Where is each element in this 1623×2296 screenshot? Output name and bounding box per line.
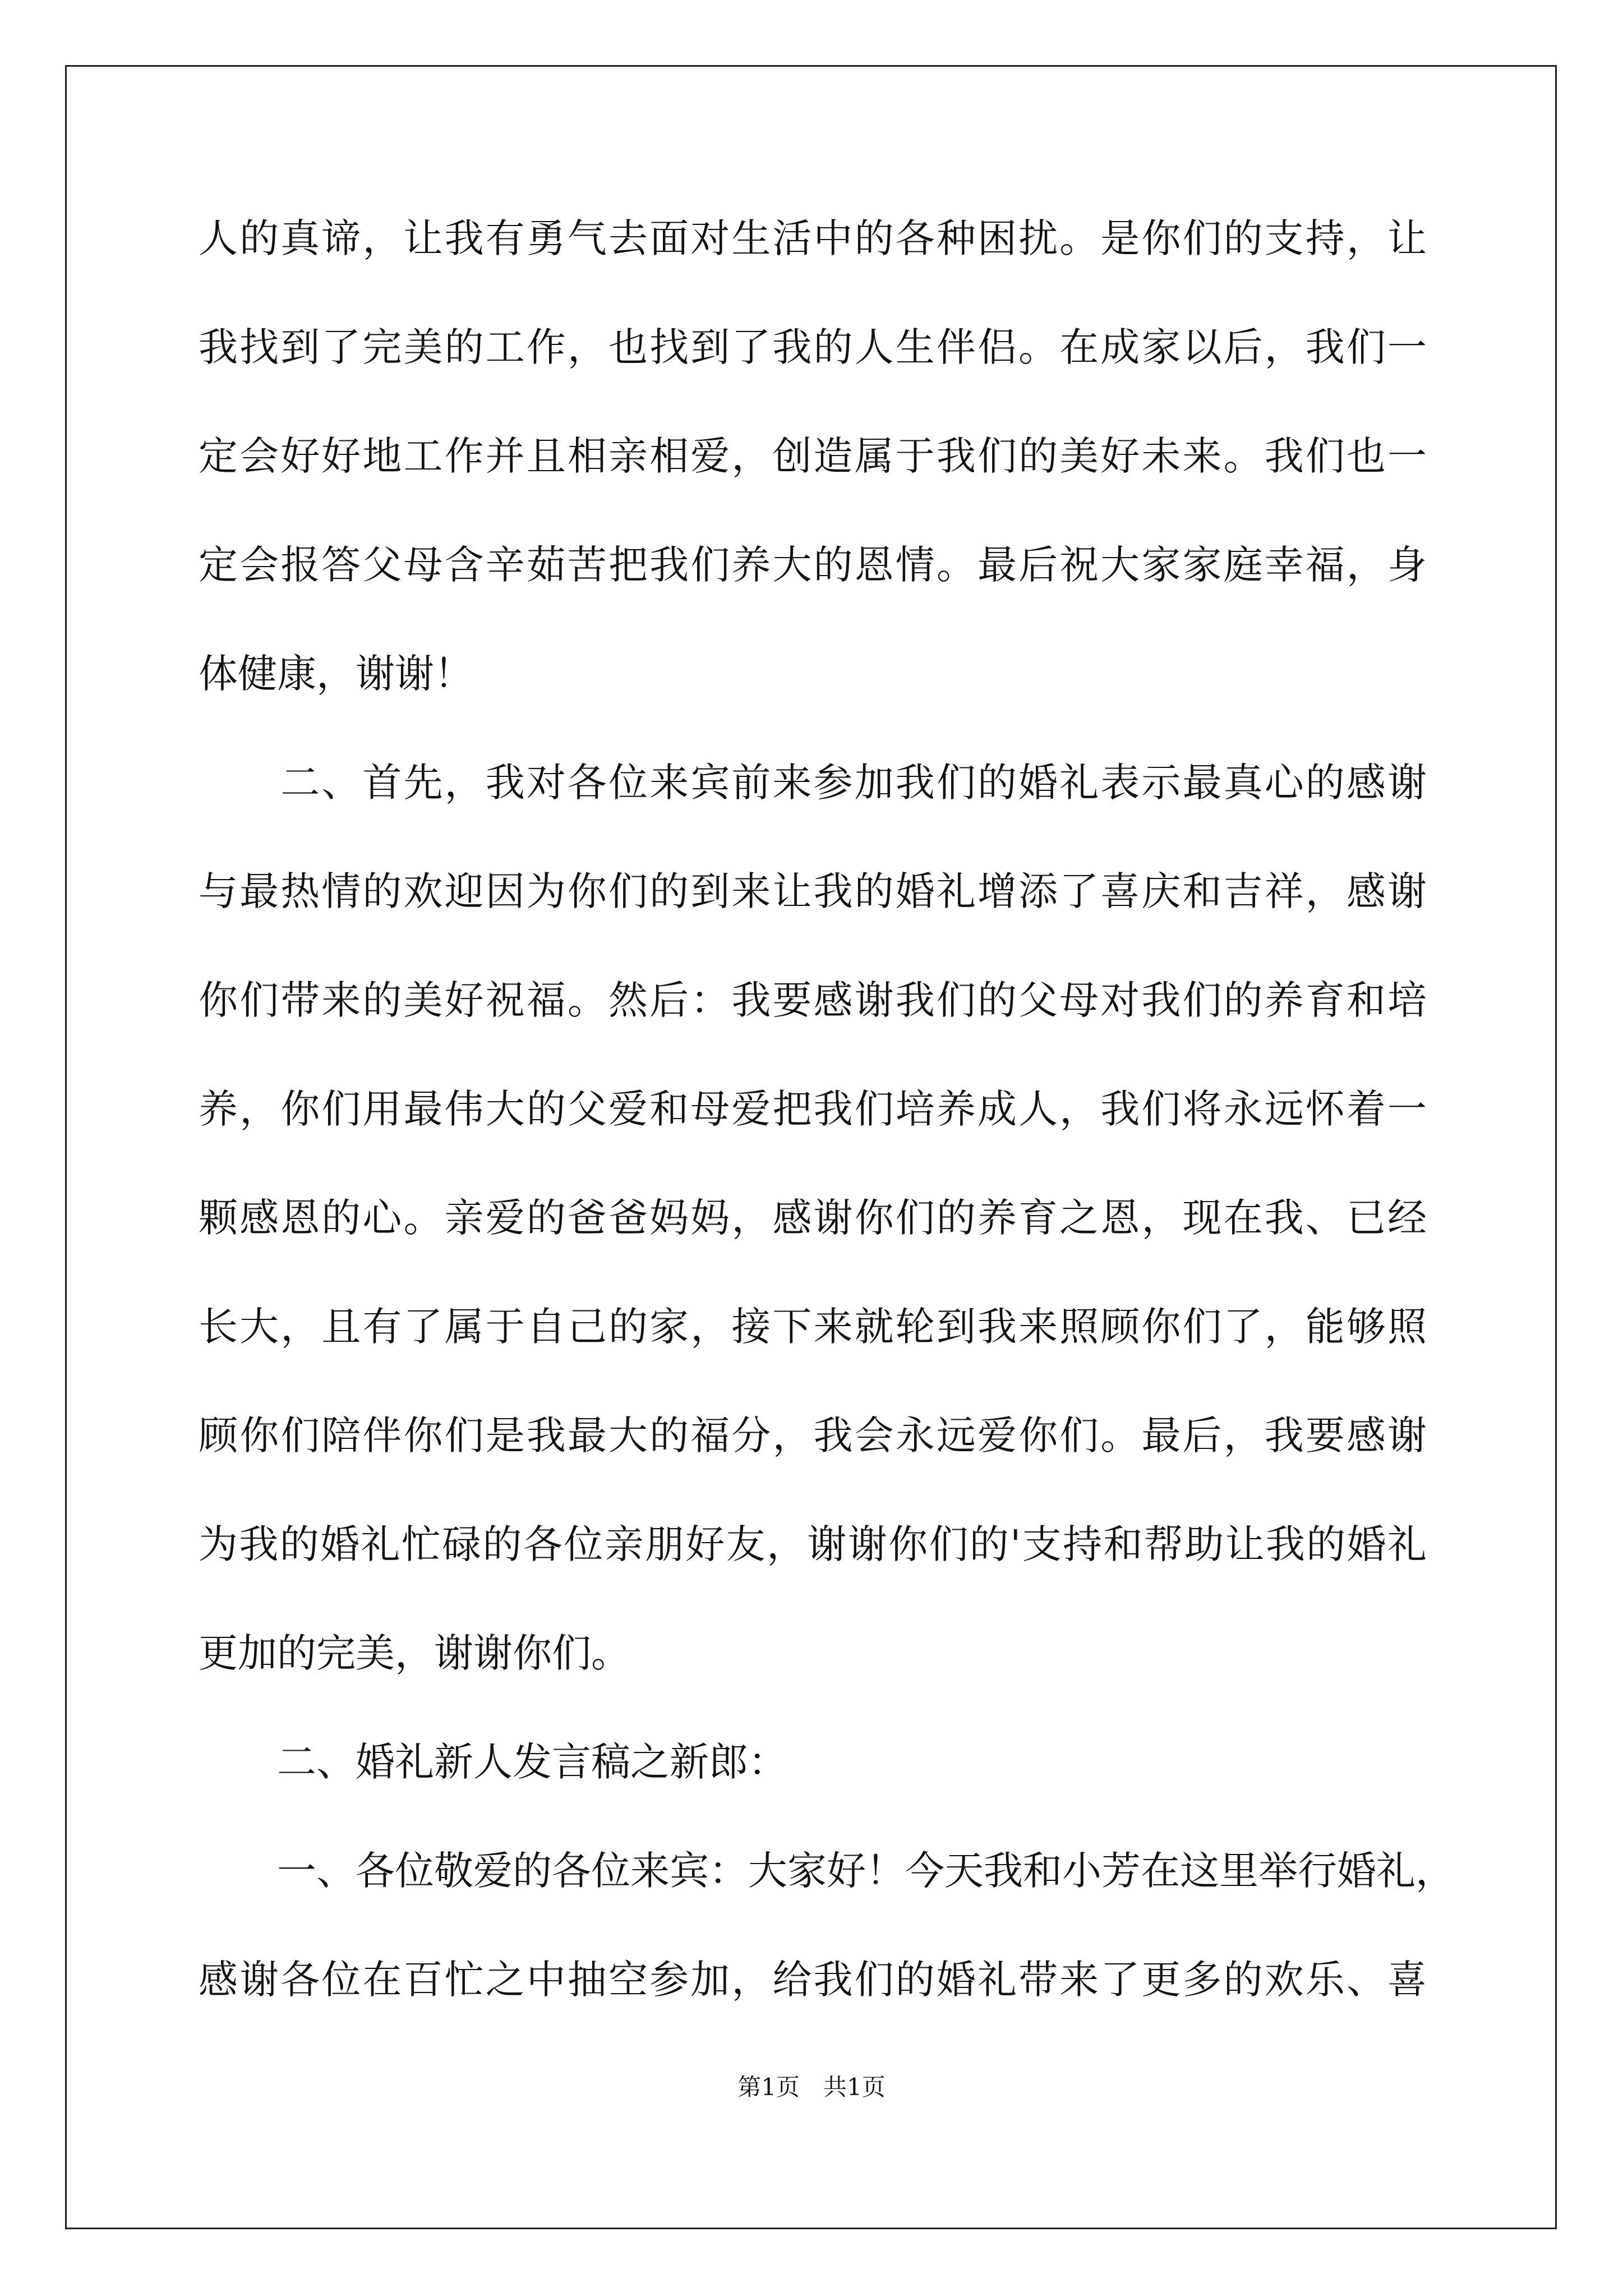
text-line: 定会报答父母含辛茹苦把我们养大的恩情。最后祝大家家庭幸福，身	[199, 542, 1427, 588]
text-line: 颗感恩的心。亲爱的爸爸妈妈，感谢你们的养育之恩，现在我、已经	[199, 1195, 1427, 1241]
document-body	[199, 210, 1455, 2060]
text-line: 更加的完美，谢谢你们。	[199, 1630, 630, 1676]
text-line: 体健康，谢谢！	[199, 651, 473, 697]
text-line: 为我的婚礼忙碌的各位亲朋好友，谢谢你们的'支持和帮助让我的婚礼	[199, 1521, 1427, 1567]
text-line: 人的真谛，让我有勇气去面对生活中的各种困扰。是你们的支持，让	[199, 215, 1427, 261]
text-line: 二、婚礼新人发言稿之新郎：	[199, 1739, 787, 1785]
text-line: 定会好好地工作并且相亲相爱，创造属于我们的美好未来。我们也一	[199, 433, 1427, 479]
text-line: 长大，且有了属于自己的家，接下来就轮到我来照顾你们了，能够照	[199, 1304, 1427, 1350]
text-line: 我找到了完美的工作，也找到了我的人生伴侣。在成家以后，我们一	[199, 324, 1427, 370]
text-line: 感谢各位在百忙之中抽空参加，给我们的婚礼带来了更多的欢乐、喜	[199, 1957, 1427, 2003]
text-line: 你们带来的美好祝福。然后：我要感谢我们的父母对我们的养育和培	[199, 977, 1427, 1023]
text-line: 与最热情的欢迎因为你们的到来让我的婚礼增添了喜庆和吉祥，感谢	[199, 868, 1427, 914]
text-line: 养，你们用最伟大的父爱和母爱把我们培养成人，我们将永远怀着一	[199, 1086, 1427, 1132]
text-line: 二、首先，我对各位来宾前来参加我们的婚礼表示最真心的感谢	[199, 760, 1427, 806]
text-line: 顾你们陪伴你们是我最大的福分，我会永远爱你们。最后，我要感谢	[199, 1412, 1427, 1458]
page-footer: 第1页 共1页	[737, 2073, 886, 2101]
text-line: 一、各位敬爱的各位来宾：大家好！今天我和小芳在这里举行婚礼，	[199, 1848, 1455, 1894]
